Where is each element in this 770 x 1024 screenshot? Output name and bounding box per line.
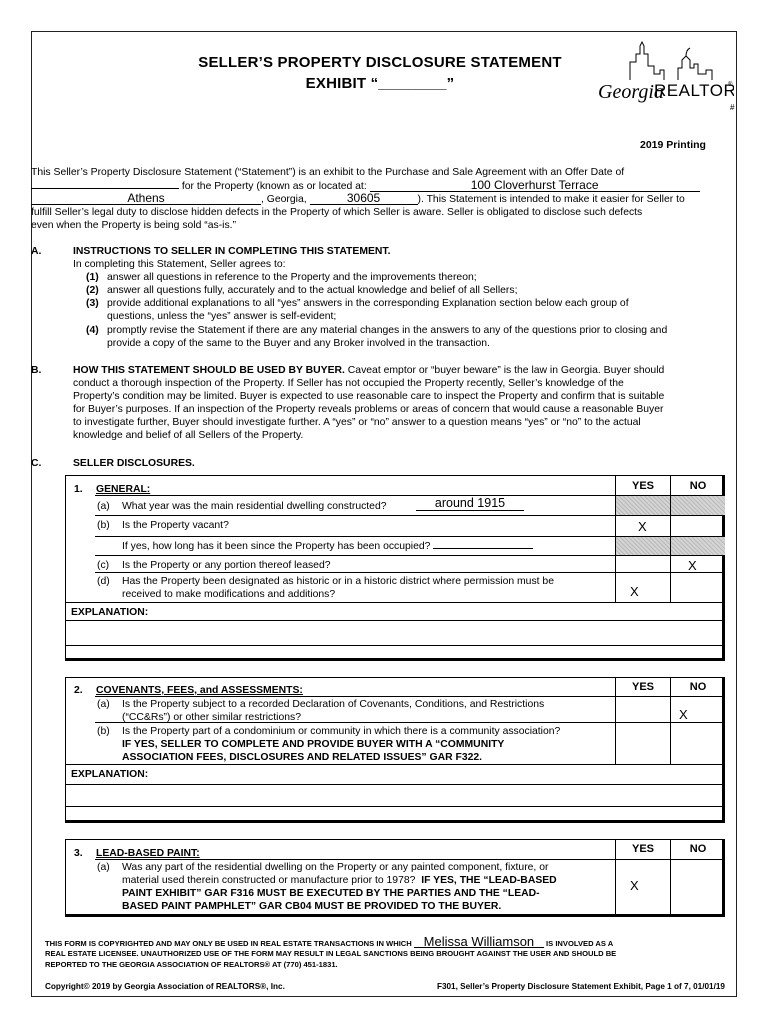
covenants-heading: COVENANTS, FEES, and ASSESSMENTS: — [96, 685, 303, 696]
intro-line-4: fulfill Seller’s legal duty to disclose hidden defects in the Property of which Seller is aware. Seller is obligated to disclose such defects — [31, 207, 643, 218]
question-condo-cont: ASSOCIATION FEES, DISCLOSURES AND RELATED ISSUES” GAR F322. — [122, 752, 483, 763]
intro-line-1: This Seller’s Property Disclosure Statement (“Statement”) is an exhibit to the Purchase and Sale Agreement with an Offer Date of — [31, 167, 625, 178]
svg-text:Georgia: Georgia — [598, 81, 664, 103]
explanation-field-1[interactable] — [67, 786, 721, 804]
question-label: (d) — [97, 576, 110, 587]
item-number: (1) — [86, 272, 99, 283]
copyright-notice-line-2: REAL ESTATE LICENSEE. UNAUTHORIZED USE OF THE FORM MAY RESULT IN LEGAL SANCTIONS BEING BROUGHT AGAINST THE USER AND SHOULD BE — [45, 949, 617, 958]
licensee-name-field[interactable]: Melissa Williamson — [414, 936, 544, 948]
skyline-icon — [594, 40, 734, 112]
question-ccrs-cont: (“CC&Rs”) or other similar restrictions? — [122, 712, 301, 723]
yes-column-header: YES — [631, 681, 654, 693]
explanation-label: EXPLANATION: — [71, 769, 149, 780]
section-b-line-3: Property’s condition may be limited. Buyer is expected to use reasonable care to inspect the Property and confirm that is suitable — [73, 391, 665, 402]
question-pre-1978: Was any part of the residential dwelling on the Property or any painted component, fixture, or — [122, 862, 549, 873]
question-pre-1978-cont: material used therein constructed or manufacture prior to 1978? IF YES, THE “LEAD-BASED — [122, 875, 557, 886]
general-heading: GENERAL: — [96, 484, 151, 495]
item-number: (4) — [86, 325, 99, 336]
intro-line-2: for the Property (known as or located at: 100 Cloverhurst Terrace — [31, 180, 725, 193]
copyright-notice-line-3: REPORTED TO THE GEORGIA ASSOCIATION OF REALTORS® AT (770) 451-1831. — [45, 960, 338, 969]
pre-1978-yes-checkbox[interactable]: X — [630, 878, 639, 893]
svg-text:REALTORS: REALTOR — [654, 81, 734, 100]
ccrs-no-checkbox[interactable]: X — [679, 707, 688, 722]
explanation-field-1[interactable] — [67, 622, 721, 642]
item-number: (2) — [86, 285, 99, 296]
section-a-lead: In completing this Statement, Seller agrees to: — [73, 259, 286, 270]
form-title: SELLER’S PROPERTY DISCLOSURE STATEMENT — [198, 54, 562, 71]
section-b-line-2: conduct a thorough inspection of the Property. If Seller has not occupied the Property recently, Seller’s knowledge of the — [73, 378, 624, 389]
year-built-field[interactable]: around 1915 — [416, 496, 524, 511]
question-condo-cont: IF YES, SELLER TO COMPLETE AND PROVIDE BUYER WITH A “COMMUNITY — [122, 739, 505, 750]
section-c-heading: SELLER DISCLOSURES. — [73, 458, 195, 469]
instruction-item-cont: questions, unless the “yes” answer is self-evident; — [107, 311, 337, 322]
section-number: 3. — [74, 848, 83, 859]
section-a-heading: INSTRUCTIONS TO SELLER IN COMPLETING THIS STATEMENT. — [73, 246, 391, 257]
item-number: (3) — [86, 298, 99, 309]
explanation-field-2[interactable] — [67, 808, 721, 819]
lead-paint-heading: LEAD-BASED PAINT: — [96, 848, 200, 859]
question-label: (c) — [97, 560, 110, 571]
question-label: (a) — [97, 699, 110, 710]
yes-column-header: YES — [631, 480, 654, 492]
question-label: (b) — [97, 520, 110, 531]
no-column-header: NO — [689, 681, 707, 693]
question-historic: Has the Property been designated as historic or in a historic district where permission must be — [122, 576, 554, 587]
form-identifier: F301, Seller’s Property Disclosure Statement Exhibit, Page 1 of 7, 01/01/19 — [436, 982, 725, 991]
zip-field[interactable]: 30605 — [310, 193, 418, 205]
printing-label: 2019 Printing — [640, 139, 706, 151]
instruction-item: answer all questions in reference to the Property and the improvements thereon; — [107, 272, 477, 283]
instruction-item: provide additional explanations to all “yes” answers in the corresponding Explanation section below each group of — [107, 298, 629, 309]
section-b-line-6: knowledge and belief of all Sellers of the Property. — [73, 430, 304, 441]
leased-no-checkbox[interactable]: X — [688, 558, 697, 573]
question-leased: Is the Property or any portion thereof leased? — [122, 560, 331, 571]
section-c-letter: C. — [31, 458, 42, 469]
question-pre-1978-cont: BASED PAINT PAMPHLET” GAR CB04 MUST BE PROVIDED TO THE BUYER. — [122, 901, 502, 912]
section-b-line-4: for Buyer’s purposes. If an inspection of the Property reveals problems or areas of concern that would cause a reasonable Buyer — [73, 404, 664, 415]
question-condo: Is the Property part of a condominium or community in which there is a community association? — [122, 726, 561, 737]
historic-yes-checkbox[interactable]: X — [630, 584, 639, 599]
no-column-header: NO — [689, 480, 707, 492]
section-number: 2. — [74, 685, 83, 696]
question-ccrs: Is the Property subject to a recorded Declaration of Covenants, Conditions, and Restrictions — [122, 699, 545, 710]
intro-line-3: Athens , Georgia, 30605 ). This Statement is intended to make it easier for Seller to — [31, 193, 725, 206]
section-number: 1. — [74, 484, 83, 495]
yes-column-header: YES — [631, 843, 654, 855]
city-field[interactable]: Athens — [31, 193, 261, 205]
georgia-realtors-logo — [594, 40, 734, 112]
explanation-field-2[interactable] — [67, 647, 721, 658]
section-a-letter: A. — [31, 246, 42, 257]
instruction-item: promptly revise the Statement if there are any material changes in the answers to any of the questions prior to closing and — [107, 325, 668, 336]
explanation-label: EXPLANATION: — [71, 607, 149, 618]
question-vacancy-duration: If yes, how long has it been since the Property has been occupied? — [122, 540, 533, 553]
copyright-notice-line-1: THIS FORM IS COPYRIGHTED AND MAY ONLY BE USED IN REAL ESTATE TRANSACTIONS IN WHICH Melissa Williamson IS INVOLVED AS A — [45, 934, 614, 949]
question-label: (a) — [97, 862, 110, 873]
question-pre-1978-cont: PAINT EXHIBIT” GAR F316 MUST BE EXECUTED BY THE PARTIES AND THE “LEAD- — [122, 888, 540, 899]
question-year-built: What year was the main residential dwelling constructed? — [122, 501, 387, 512]
question-vacant: Is the Property vacant? — [122, 520, 229, 531]
property-address-field[interactable]: 100 Cloverhurst Terrace — [370, 180, 700, 192]
question-label: (b) — [97, 726, 110, 737]
section-b-line-1: HOW THIS STATEMENT SHOULD BE USED BY BUYER. Caveat emptor or “buyer beware” is the law in Georgia. Buyer should — [73, 365, 665, 376]
no-column-header: NO — [689, 843, 707, 855]
instruction-item-cont: provide a copy of the same to the Buyer and any Broker involved in the transaction. — [107, 338, 490, 349]
question-historic-cont: received to make modifications and additions? — [122, 589, 336, 600]
section-b-line-5: to investigate further, Buyer should investigate further. A “yes” or “no” answer to a question means “yes” or “no” to the actual — [73, 417, 641, 428]
vacancy-duration-field[interactable] — [433, 548, 533, 549]
registered-hash-icon: # — [730, 103, 735, 112]
copyright-line: Copyright© 2019 by Georgia Association of REALTORS®, Inc. — [45, 982, 285, 991]
svg-text:®: ® — [728, 82, 733, 88]
question-label: (a) — [97, 501, 110, 512]
form-exhibit-line: EXHIBIT “________” — [305, 75, 455, 92]
instruction-item: answer all questions fully, accurately and to the actual knowledge and belief of all Sellers; — [107, 285, 518, 296]
vacant-yes-checkbox[interactable]: X — [638, 519, 647, 534]
intro-line-5: even when the Property is being sold “as-is.” — [31, 220, 237, 231]
section-b-letter: B. — [31, 365, 42, 376]
